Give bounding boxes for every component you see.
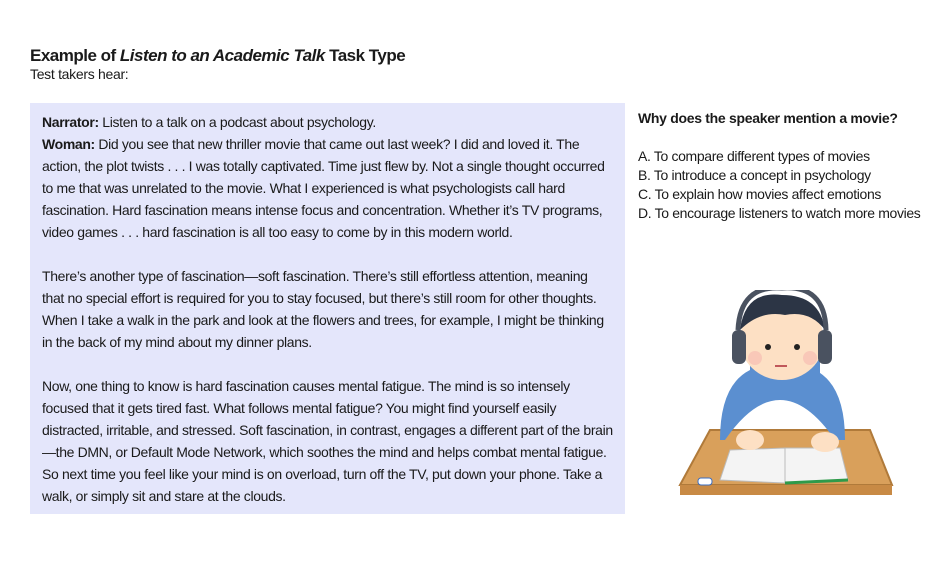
narrator-label: Narrator: [42,114,99,130]
title-prefix: Example of [30,46,120,65]
narrator-text: Listen to a talk on a podcast about psychology. [98,114,376,130]
student-listening-illustration [670,290,900,520]
woman-text: Did you see that new thriller movie that came out last week? I did and loved it. The action, the plot twists . . . I was totally captivated. Time just flew by. Not a single thought occurred to me that was unrelated to the movie. What I experienced is what psychologists call hard fascination. Hard fascination means intense focus and concentration. Whether it’s TV programs, video games . . . hard fascination is all too easy to come by in this modern world. [42,136,605,240]
option-d: D. To encourage listeners to watch more movies [638,205,921,221]
transcript-intro [42,111,613,243]
subtitle: Test takers hear: [30,66,129,82]
option-a: A. To compare different types of movies [638,148,870,164]
transcript-paragraph: Now, one thing to know is hard fascination causes mental fatigue. The mind is so intensely focused that it gets tired fast. What follows mental fatigue? You might find yourself easily distracted, irritable, and stressed. Soft fascination, in contrast, engages a different part of the brain—the DMN, or Default Mode Network, which soothes the mind and helps combat mental fatigue. So next time you feel like your mind is on overload, turn off the TV, put down your phone. Take a walk, or simply sit and stare at the clouds. [42,378,613,504]
woman-label: Woman: [42,136,95,152]
page-title [30,46,405,66]
answer-options [638,147,920,223]
question-text: Why does the speaker mention a movie? [638,110,898,126]
title-italic: Listen to an Academic Talk [119,46,325,65]
transcript-paragraph: There’s another type of fascination—soft fascination. There’s still effortless attention, meaning that no special effort is required for you to stay focused, but there’s still room for other thoughts. When I take a walk in the park and look at the flowers and trees, for example, I might be thinking in the back of my mind about my dinner plans. [42,268,604,350]
option-c: C. To explain how movies affect emotions [638,186,882,202]
title-suffix: Task Type [324,46,406,65]
option-b: B. To introduce a concept in psychology [638,167,871,183]
transcript-panel [30,103,625,514]
